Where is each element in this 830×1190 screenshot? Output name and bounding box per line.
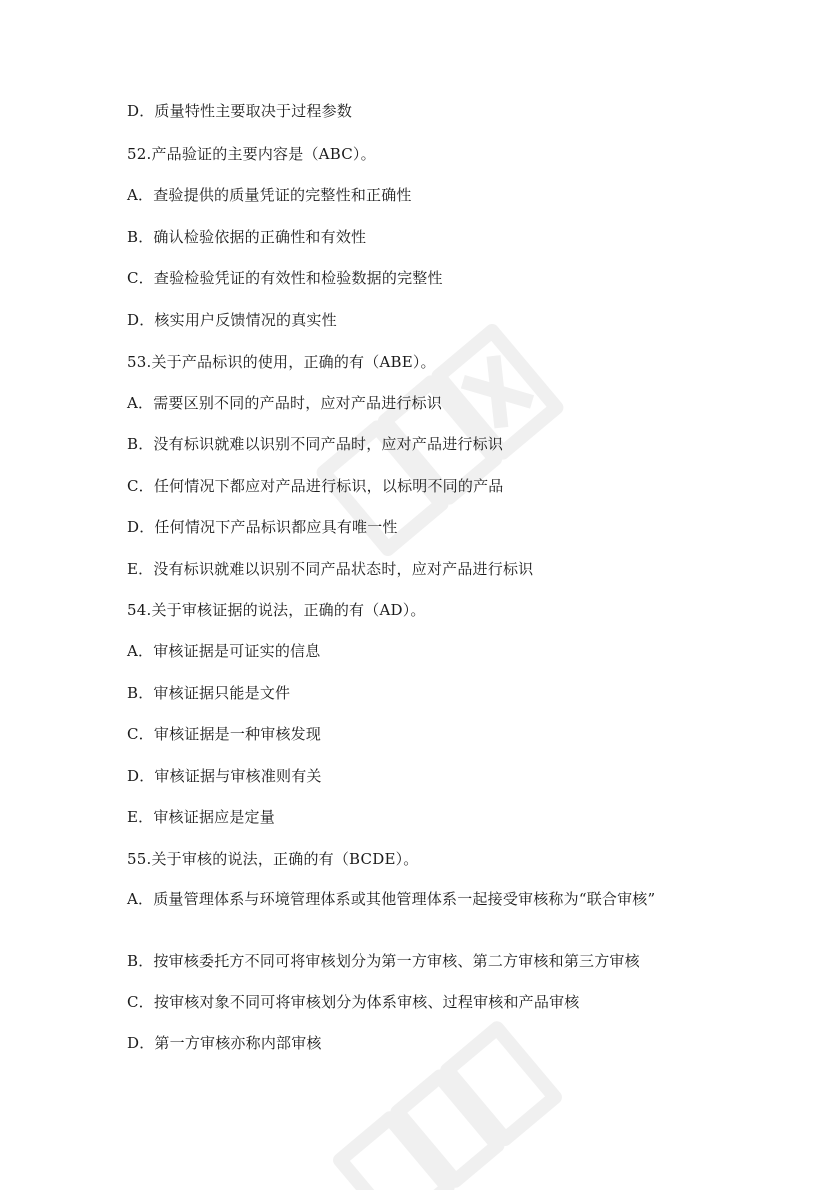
option-b-q52: B．确认检验依据的正确性和有效性 [127, 228, 367, 246]
option-c-q52: C．查验检验凭证的有效性和检验数据的完整性 [127, 269, 443, 287]
option-c-q53: C．任何情况下都应对产品进行标识，以标明不同的产品 [127, 477, 504, 495]
option-b-q55: B．按审核委托方不同可将审核划分为第一方审核、第二方审核和第三方审核 [127, 952, 640, 970]
option-e-q53: E．没有标识就难以识别不同产品状态时，应对产品进行标识 [127, 560, 534, 578]
option-b-q54: B．审核证据只能是文件 [127, 684, 291, 702]
question-52: 52.产品验证的主要内容是（ABC）。 [127, 145, 376, 163]
question-53: 53.关于产品标识的使用，正确的有（ABE）。 [127, 353, 436, 371]
option-d-q51: D．质量特性主要取决于过程参数 [127, 102, 353, 120]
option-a-q52: A．查验提供的质量凭证的完整性和正确性 [127, 186, 412, 204]
option-c-q55: C．按审核对象不同可将审核划分为体系审核、过程审核和产品审核 [127, 993, 580, 1011]
option-c-q54: C．审核证据是一种审核发现 [127, 725, 322, 743]
option-d-q53: D．任何情况下产品标识都应具有唯一性 [127, 518, 398, 536]
question-54: 54.关于审核证据的说法，正确的有（AD）。 [127, 601, 426, 619]
option-a-q53: A．需要区别不同的产品时，应对产品进行标识 [127, 394, 443, 412]
option-d-q54: D．审核证据与审核准则有关 [127, 767, 322, 785]
option-b-q53: B．没有标识就难以识别不同产品时，应对产品进行标识 [127, 435, 504, 453]
watermark-logo-bottom [320, 1010, 580, 1190]
option-d-q52: D．核实用户反馈情况的真实性 [127, 311, 337, 329]
option-e-q54: E．审核证据应是定量 [127, 808, 275, 826]
question-55: 55.关于审核的说法，正确的有（BCDE）。 [127, 850, 419, 868]
option-d-q55: D．第一方审核亦称内部审核 [127, 1034, 322, 1052]
option-a-q54: A．审核证据是可证实的信息 [127, 642, 321, 660]
option-a-q55: A．质量管理体系与环境管理体系或其他管理体系一起接受审核称为“联合审核” [127, 890, 656, 908]
